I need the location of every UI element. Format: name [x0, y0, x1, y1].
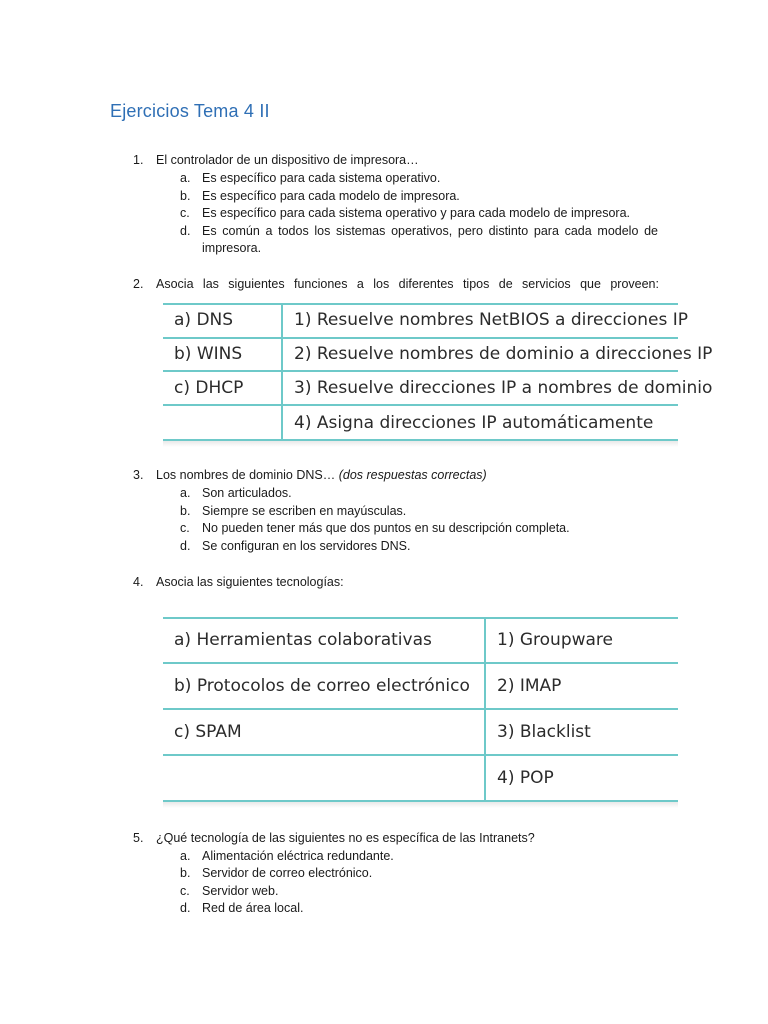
option-text: Red de área local.: [202, 901, 304, 915]
option-letter: b.: [180, 503, 191, 518]
question-number: 3.: [133, 468, 144, 482]
option-text: Servidor de correo electrónico.: [202, 866, 373, 880]
table-cell: b) Protocolos de correo electrónico: [174, 676, 470, 696]
table-cell: a) Herramientas colaborativas: [174, 630, 432, 650]
table-cell: a) DNS: [174, 310, 234, 330]
option-text: Alimentación eléctrica redundante.: [202, 848, 394, 863]
page-title: Ejercicios Tema 4 II: [110, 101, 270, 121]
option-letter: d.: [180, 223, 191, 238]
question-text: Los nombres de dominio DNS…: [156, 468, 336, 482]
question-text: Asocia las siguientes funciones a los diferentes tipos de servicios que proveen:: [156, 277, 659, 291]
table-cell: c) SPAM: [174, 722, 242, 742]
table-cell: 3) Blacklist: [497, 722, 591, 742]
option-text: Es específico para cada sistema operativo y para cada modelo de impresora.: [202, 206, 631, 220]
question-text-group: [156, 467, 487, 484]
services-table: [163, 300, 713, 446]
option-letter: a.: [180, 486, 191, 500]
option-letter: b.: [180, 188, 191, 203]
option-text: Es específico para cada sistema operativo.: [202, 171, 441, 185]
option-text: Son articulados.: [202, 486, 292, 500]
option-letter: a.: [180, 171, 191, 185]
table-cell: c) DHCP: [174, 378, 244, 398]
table-cell: 3) Resuelve direcciones IP a nombres de dominio: [294, 378, 713, 398]
option-letter: c.: [180, 883, 190, 898]
table-cell: 1) Resuelve nombres NetBIOS a direcciones IP: [294, 310, 689, 330]
option-text: Siempre se escriben en mayúsculas.: [202, 503, 407, 518]
table-cell: b) WINS: [174, 344, 243, 364]
question-text: Asocia las siguientes tecnologías:: [156, 575, 344, 589]
question-number: 5.: [133, 831, 144, 845]
option-text: Es común a todos los sistemas operativos, pero distinto para cada modelo de impresora.: [202, 223, 658, 255]
question-number: 2.: [133, 277, 144, 291]
question-note: (dos respuestas correctas): [338, 468, 487, 482]
table-cell: 4) Asigna direcciones IP automáticamente: [294, 413, 654, 433]
question-number: 4.: [133, 575, 144, 589]
table-cell: 2) IMAP: [497, 676, 562, 696]
option-letter: d.: [180, 901, 191, 915]
option-letter: d.: [180, 538, 191, 553]
question-text: ¿Qué tecnología de las siguientes no es específica de las Intranets?: [156, 831, 535, 845]
option-letter: c.: [180, 206, 190, 220]
option-letter: b.: [180, 866, 191, 880]
table-cell: 1) Groupware: [497, 630, 614, 650]
option-text: Se configuran en los servidores DNS.: [202, 538, 411, 553]
option-text: No pueden tener más que dos puntos en su descripción completa.: [202, 521, 570, 535]
table-cell: 4) POP: [497, 768, 554, 788]
question-number: 1.: [133, 153, 144, 167]
question-text: El controlador de un dispositivo de impresora…: [156, 153, 419, 167]
option-letter: a.: [180, 848, 191, 863]
option-text: Es específico para cada modelo de impresora.: [202, 188, 460, 203]
option-text: Servidor web.: [202, 883, 279, 898]
technologies-table: [163, 615, 678, 807]
option-letter: c.: [180, 521, 190, 535]
table-cell: 2) Resuelve nombres de dominio a direcciones IP: [294, 344, 713, 364]
